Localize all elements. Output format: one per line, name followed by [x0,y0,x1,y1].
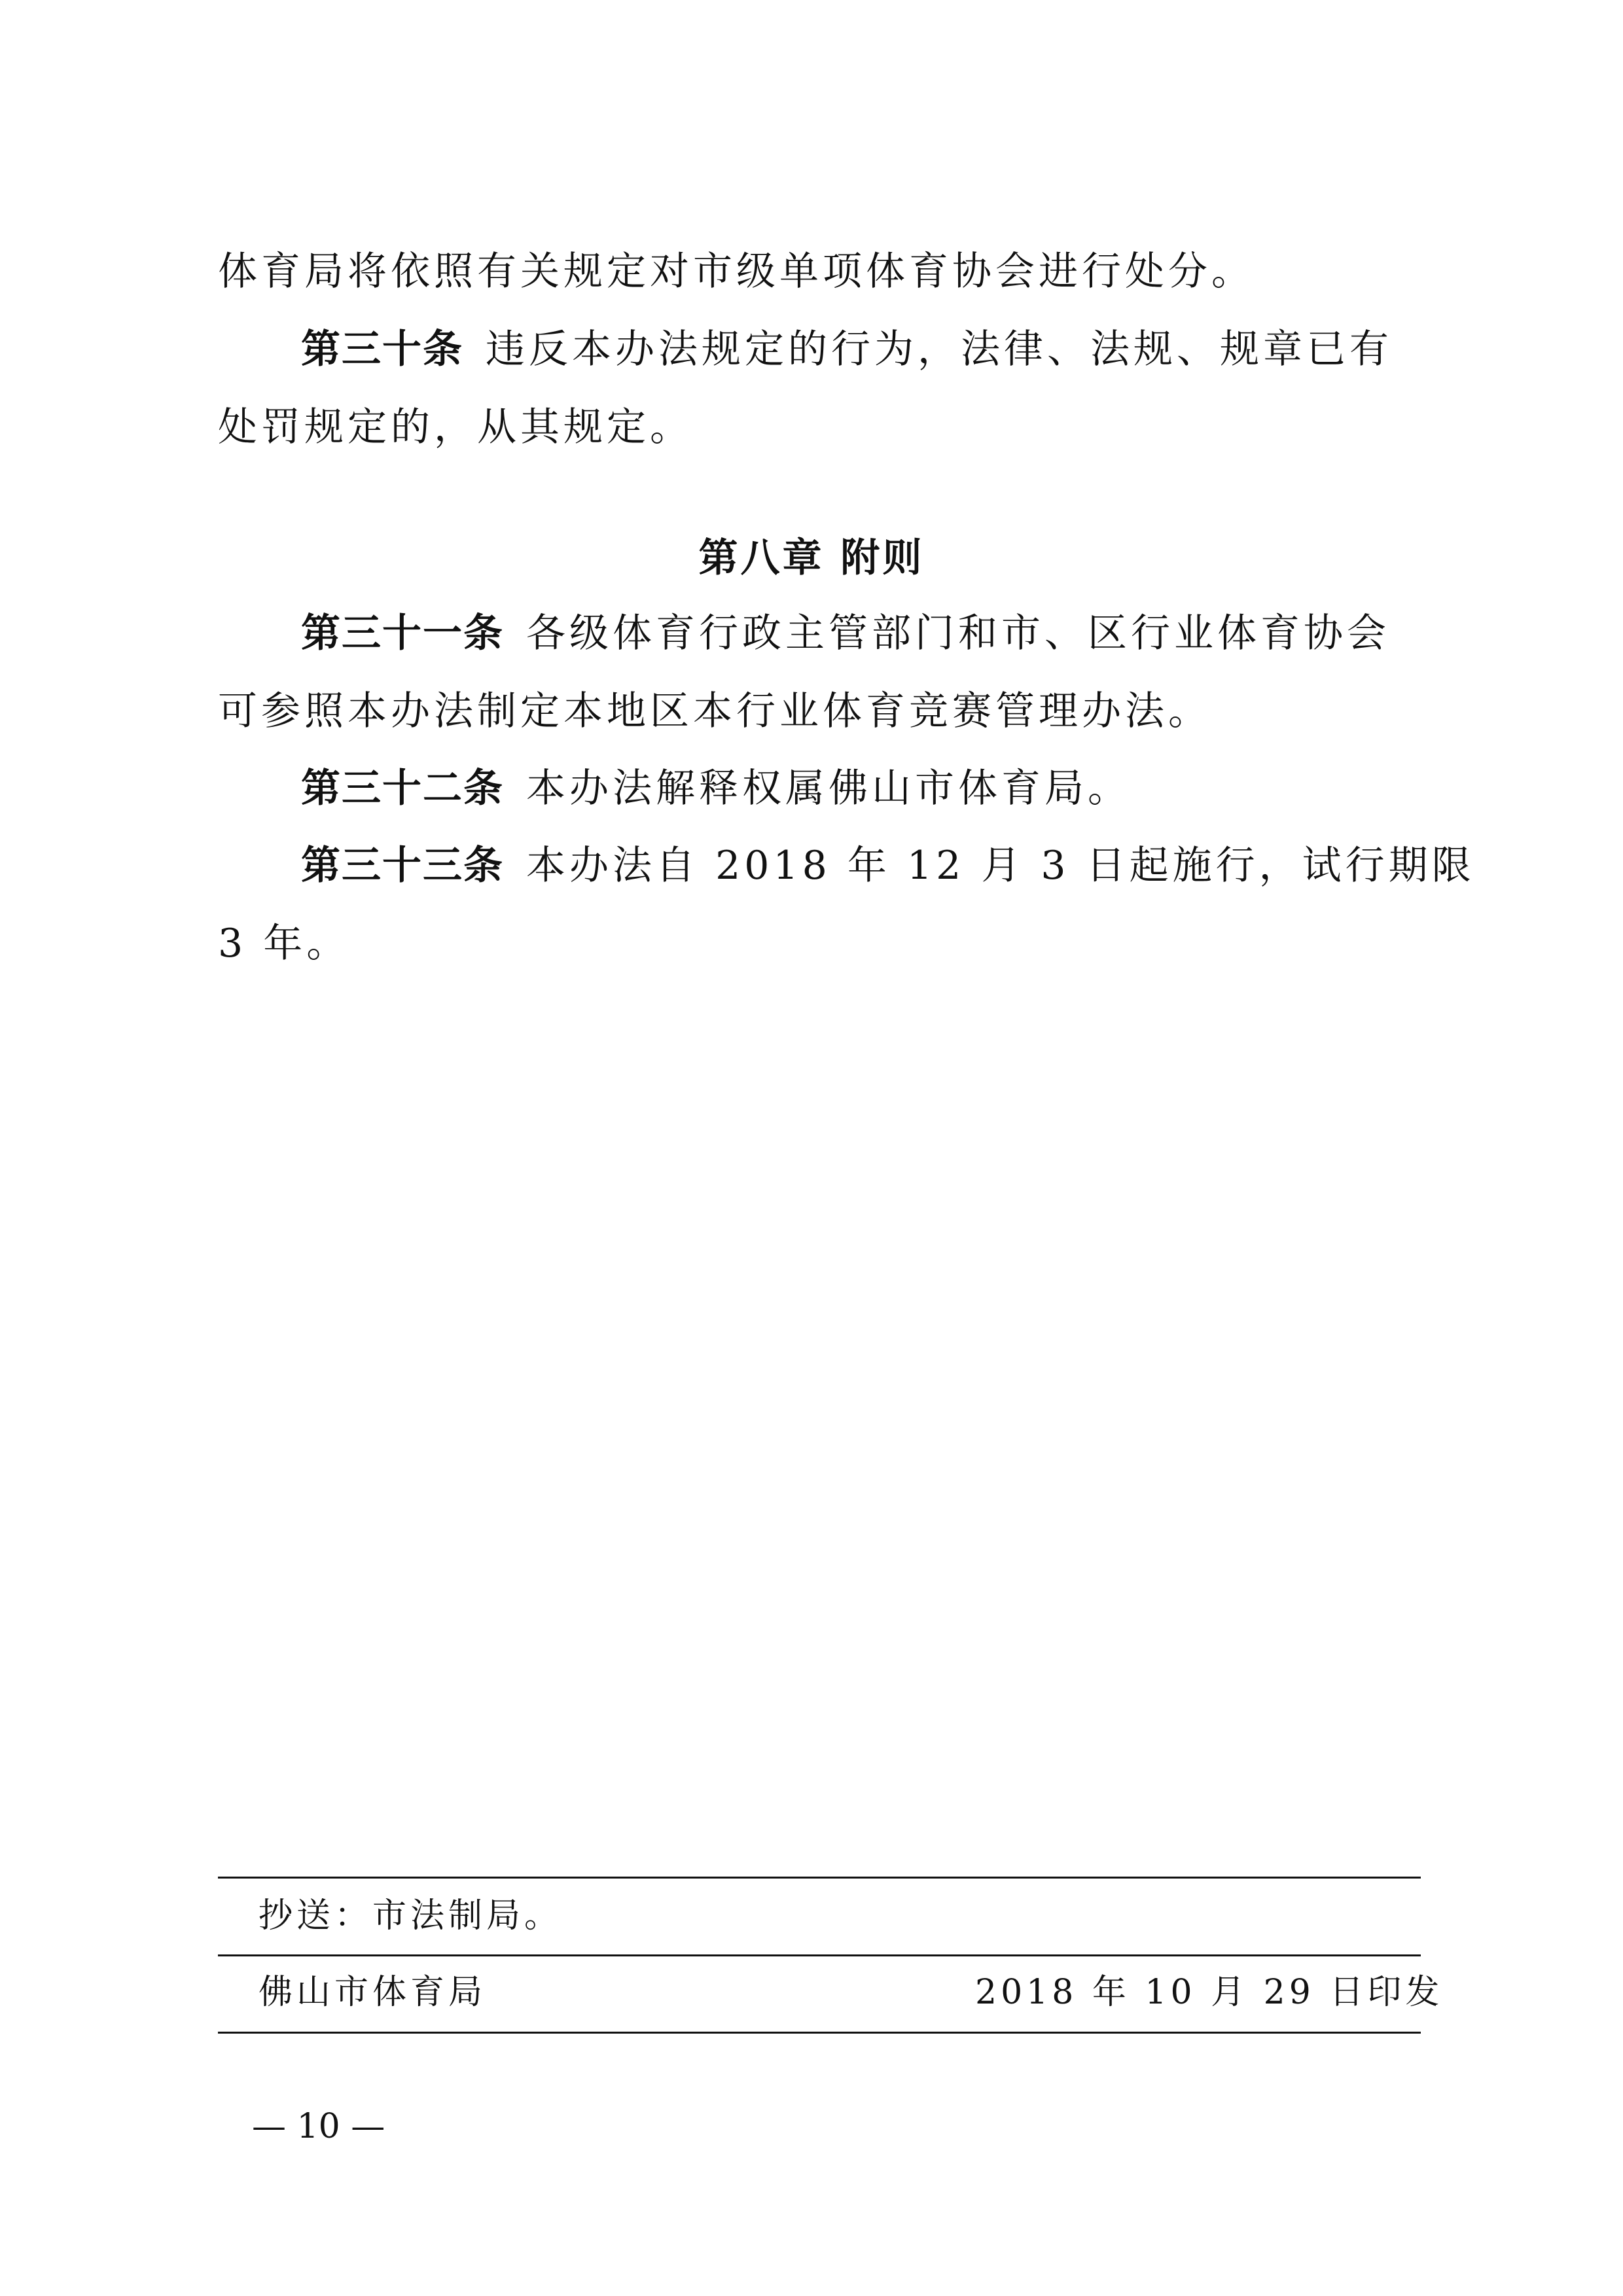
page-number: — 10 — [252,2107,385,2146]
body-text: 体育局将依照有关规定对市级单项体育协会进行处分。 [218,249,1255,294]
article-32-text: 本办法解释权属佛山市体育局。 [526,766,1131,811]
article-31-text: 各级体育行政主管部门和市、区行业体育协会 [526,610,1390,656]
issuer-name: 佛山市体育局 [259,1973,487,2012]
chapter-8-heading: 第八章 附则 [698,535,925,581]
article-32 [301,756,1416,821]
article-31-label: 第三十一条 [301,610,504,656]
article-30-continuation [218,395,1416,460]
article-30 [301,317,1416,382]
article-33 [301,833,1475,898]
article-33-text-cont: 3 年。 [218,921,350,966]
article-30-text-cont: 处罚规定的，从其规定。 [218,404,693,450]
article-30-label: 第三十条 [301,327,463,372]
article-30-text: 违反本办法规定的行为，法律、法规、规章已有 [486,327,1393,372]
article-31 [301,601,1416,666]
footer-middle-rule [218,1954,1421,1956]
cc-line: 抄送：市法制局。 [259,1896,563,1935]
issue-date: 2018 年 10 月 29 日印发 [975,1973,1444,2012]
body-line-continuation [218,239,1416,304]
article-33-continuation [218,911,1416,976]
article-32-label: 第三十二条 [301,766,504,811]
article-33-label: 第三十三条 [301,843,504,889]
article-31-text-cont: 可参照本办法制定本地区本行业体育竞赛管理办法。 [218,688,1211,734]
article-31-continuation [218,679,1416,744]
footer-bottom-rule [218,2032,1421,2034]
article-33-text: 本办法自 2018 年 12 月 3 日起施行，试行期限 [526,843,1475,889]
footer-top-rule [218,1877,1421,1879]
